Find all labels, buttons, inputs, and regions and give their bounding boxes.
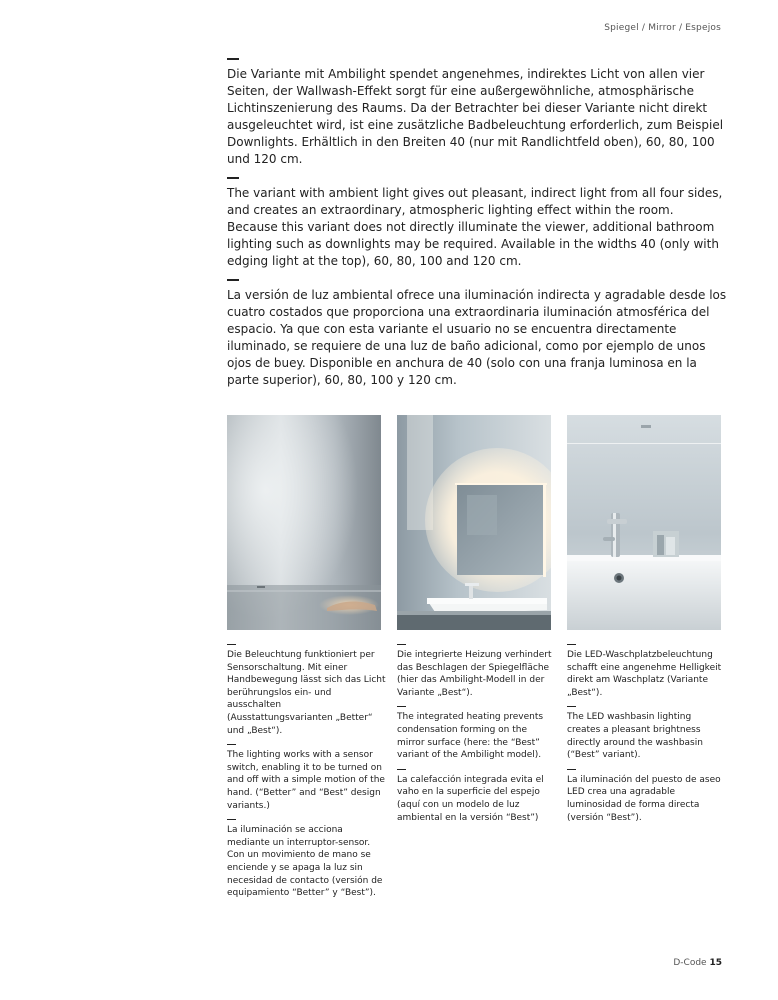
intro-block-de — [227, 58, 727, 168]
page-footer — [673, 958, 722, 968]
dash-divider — [397, 706, 406, 707]
caption-column-1 — [227, 644, 387, 907]
dash-divider — [227, 58, 239, 60]
caption-3-en: The LED washbasin lighting creates a pleasant brightness directly around the washbasin (“Best” variant). — [567, 712, 703, 761]
intro-paragraph-es: La versión de luz ambiental ofrece una iluminación indirecta y agradable desde los cuatro costados que proporciona una extraordinaria iluminación atmosférica del espacio. Ya que con esta variante el usuario no se encuentra directamente iluminado, se requiere de una luz de baño adicional, como por ejemplo de unos ojos de buey. Disponible en anchura de 40 (solo con una franja luminosa en la parte superior), 60, 80, 100 y 120 cm. — [227, 288, 727, 387]
photo-washbasin-lighting — [567, 415, 721, 630]
intro-block-es — [227, 279, 727, 389]
intro-block-en — [227, 177, 727, 270]
caption-column-2 — [397, 644, 557, 831]
dash-divider — [227, 177, 239, 179]
dash-divider — [567, 769, 576, 770]
photo-ambilight-mirror — [397, 415, 551, 630]
caption-3-es: La iluminación del puesto de aseo LED crea una agradable luminosidad de forma directa (versión “Best”). — [567, 774, 721, 823]
caption-1-de: Die Beleuchtung funktioniert per Sensorschaltung. Mit einer Handbewegung lässt sich das Licht berührungslos ein- und ausschalten (Ausstattungsvarianten „Better“ und „Best“). — [227, 650, 386, 736]
dash-divider — [227, 279, 239, 281]
caption-column-3 — [567, 644, 727, 831]
caption-1-en: The lighting works with a sensor switch, enabling it to be turned on and off with a simple motion of the hand. (“Better” and “Best” design variants.) — [227, 750, 385, 811]
photo-sensor-switch — [227, 415, 381, 630]
caption-2-en: The integrated heating prevents condensation forming on the mirror surface (here: the “Best” variant of the Ambilight model). — [397, 712, 544, 761]
intro-paragraph-en: The variant with ambient light gives out pleasant, indirect light from all four sides, and creates an extraordinary, atmospheric lighting effect within the room. Because this variant does not directly illuminate the viewer, additional bathroom lighting such as downlights may be required. Available in the widths 40 (only with edging light at the top), 60, 80, 100 and 120 cm. — [227, 186, 723, 268]
section-header: Spiegel / Mirror / Espejos — [604, 23, 721, 33]
dash-divider — [227, 819, 236, 820]
dash-divider — [397, 644, 406, 645]
dash-divider — [567, 706, 576, 707]
footer-brand: D-Code — [673, 958, 707, 968]
dash-divider — [567, 644, 576, 645]
page-number: 15 — [709, 958, 722, 968]
dash-divider — [227, 644, 236, 645]
dash-divider — [227, 744, 236, 745]
dash-divider — [397, 769, 406, 770]
intro-paragraph-de: Die Variante mit Ambilight spendet angenehmes, indirektes Licht von allen vier Seiten, der Wallwash-Effekt sorgt für eine außergewöhnliche, atmosphärische Lichtinszenierung des Raums. Da der Betrachter bei dieser Variante nicht direkt ausgeleuchtet wird, ist eine zusätzliche Badbeleuchtung erforderlich, zum Beispiel Downlights. Erhältlich in den Breiten 40 (nur mit Randlichtfeld oben), 60, 80, 100 und 120 cm. — [227, 67, 724, 166]
intro-text — [227, 58, 727, 398]
caption-1-es: La iluminación se acciona mediante un interruptor-sensor. Con un movimiento de mano se enciende y se apaga la luz sin necesidad de contacto (versión de equipamiento “Better” y “Best”). — [227, 825, 383, 899]
caption-3-de: Die LED-Waschplatzbeleuchtung schafft eine angenehme Helligkeit direkt am Waschplatz (Variante „Best“). — [567, 650, 722, 698]
caption-2-es: La calefacción integrada evita el vaho en la superficie del espejo (aquí con un modelo de luz ambiental en la versión “Best”) — [397, 774, 544, 823]
caption-2-de: Die integrierte Heizung verhindert das Beschlagen der Spiegelfläche (hier das Ambilight-Modell in der Variante „Best“). — [397, 650, 552, 698]
